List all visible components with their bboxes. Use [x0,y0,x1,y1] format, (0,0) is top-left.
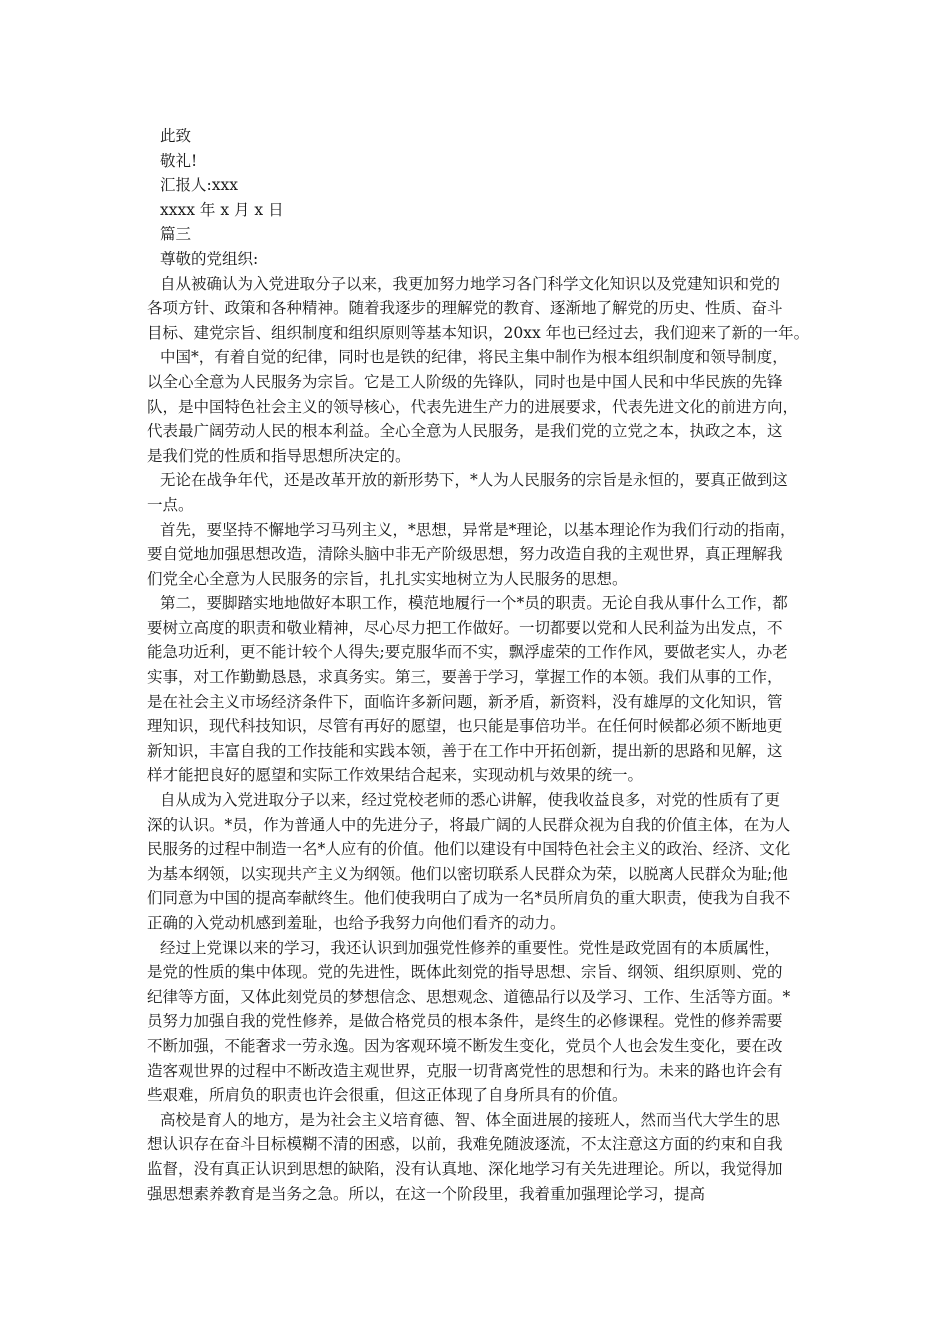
paragraph-line: 正确的入党动机感到羞耻，也给予我努力向他们看齐的动力。 [147,914,566,932]
paragraph-line: 队，是中国特色社会主义的领导核心，代表先进生产力的进展要求，代表先进文化的前进方向， [147,397,799,416]
paragraph-line: 是党的性质的集中体现。党的先进性，既体此刻党的指导思想、宗旨、纲领、组织原则、党的 [147,963,783,982]
paragraph-line: 理知识，现代科技知识，尽管有再好的愿望，也只能是事倍功半。在任何时候都必须不断地更 [147,717,783,736]
paragraph-line: 自从成为入党进取分子以来，经过党校老师的悉心讲解，使我收益良多，对党的性质有了更 [160,791,781,810]
paragraph-line: 是我们党的性质和指导思想所决定的。 [147,446,411,465]
salutation-line: 敬礼! [160,151,198,170]
paragraph-line: 中国*，有着自觉的纪律，同时也是铁的纪律，将民主集中制作为根本组织制度和领导制度， [160,348,788,367]
document-body [147,124,810,1206]
date-line: xxxx 年 x 月 x 日 [160,200,284,219]
paragraph [147,518,807,592]
paragraph-line: 要树立高度的职责和敬业精神，尽心尽力把工作做好。一切都要以党和人民利益为出发点，不 [147,618,783,637]
section-title: 篇三 [160,225,192,244]
paragraph-line: 造客观世界的过程中不断改造主观世界，克服一切背离党性的思想和行为。未来的路也许会有 [147,1061,783,1080]
paragraph-line: 民服务的过程中制造一名*人应有的价值。他们以建设有中国特色社会主义的政治、经济、文化 [147,840,791,859]
paragraph-line: 实事，对工作勤勤恳恳，求真务实。第三，要善于学习，掌握工作的本领。我们从事的工作， [147,668,783,687]
closing-line: 此致 [160,127,192,145]
paragraph-line: 高校是育人的地方，是为社会主义培育德、智、体全面进展的接班人，然而当代大学生的思 [160,1110,781,1129]
paragraph-line: 目标、建党宗旨、组织制度和组织原则等基本知识，20xx 年也已经过去，我们迎来了新的一年。 [147,323,810,342]
paragraph [147,345,807,468]
paragraph-list [147,272,810,1207]
paragraph-line: 些艰难，所肩负的职责也许会很重，但这正体现了自身所具有的价值。 [147,1086,628,1105]
paragraph [147,936,807,1108]
greeting-line: 尊敬的党组织: [160,249,259,268]
paragraph-line: 们同意为中国的提高奉献终生。他们使我明白了成为一名*员所肩负的重大职责，使我为自我不 [147,889,791,908]
paragraph-line: 们党全心全意为人民服务的宗旨，扎扎实实地树立为人民服务的思想。 [147,569,628,588]
paragraph [147,1108,807,1206]
paragraph [147,788,807,936]
paragraph-line: 自从被确认为入党进取分子以来，我更加努力地学习各门科学文化知识以及党建知识和党的 [160,274,781,293]
paragraph-line: 第二，要脚踏实地地做好本职工作，模范地履行一个*员的职责。无论自我从事什么工作，都 [160,594,788,613]
paragraph-line: 能急功近利，更不能计较个人得失;要克服华而不实，飘浮虚荣的工作作风，要做老实人，办老 [147,643,788,662]
reporter-line: 汇报人:xxx [160,176,238,195]
paragraph-line: 以全心全意为人民服务为宗旨。它是工人阶级的先锋队，同时也是中国人民和中华民族的先锋 [147,372,783,391]
paragraph-line: 员努力加强自我的党性修养，是做合格党员的根本条件，是终生的必修课程。党性的修养需要 [147,1012,783,1031]
paragraph-line: 首先，要坚持不懈地学习马列主义，*思想，异常是*理论，以基本理论作为我们行动的指南， [160,520,796,539]
paragraph-line: 深的认识。*员，作为普通人中的先进分子，将最广阔的人民群众视为自我的价值主体，在为人 [147,815,791,834]
paragraph [147,272,810,346]
paragraph-line: 经过上党课以来的学习，我还认识到加强党性修养的重要性。党性是政党固有的本质属性， [160,938,781,957]
paragraph-line: 为基本纲领，以实现共产主义为纲领。他们以密切联系人民群众为荣，以脱离人民群众为耻;他 [147,864,788,883]
paragraph-line: 不断加强，不能奢求一劳永逸。因为客观环境不断发生变化，党员个人也会发生变化，要在改 [147,1036,783,1055]
paragraph-line: 纪律等方面，又体此刻党员的梦想信念、思想观念、道德品行以及学习、工作、生活等方面。* [147,987,791,1006]
paragraph-line: 强思想素养教育是当务之急。所以，在这一个阶段里，我着重加强理论学习，提高 [147,1184,706,1203]
paragraph [147,468,807,517]
paragraph-line: 新知识，丰富自我的工作技能和实践本领，善于在工作中开拓创新，提出新的思路和见解，这 [147,741,783,760]
paragraph-line: 要自觉地加强思想改造，清除头脑中非无产阶级思想，努力改造自我的主观世界，真正理解我 [147,545,783,564]
paragraph-line: 代表最广阔劳动人民的根本利益。全心全意为人民服务，是我们党的立党之本，执政之本，这 [147,422,783,441]
paragraph-line: 监督，没有真正认识到思想的缺陷，没有认真地、深化地学习有关先进理论。所以，我觉得加 [147,1159,783,1178]
paragraph-line: 想认识存在奋斗目标模糊不清的困惑，以前，我难免随波逐流，不太注意这方面的约束和自我 [147,1135,783,1154]
paragraph-line: 一点。 [147,495,194,514]
paragraph-line: 样才能把良好的愿望和实际工作效果结合起来，实现动机与效果的统一。 [147,766,644,785]
paragraph [147,591,807,788]
paragraph-line: 各项方针、政策和各种精神。随着我逐步的理解党的教育、逐渐地了解党的历史、性质、奋斗 [147,299,783,318]
paragraph-line: 是在社会主义市场经济条件下，面临许多新问题，新矛盾，新资料，没有雄厚的文化知识，管 [147,692,783,711]
paragraph-line: 无论在战争年代，还是改革开放的新形势下，*人为人民服务的宗旨是永恒的，要真正做到这 [160,471,788,490]
